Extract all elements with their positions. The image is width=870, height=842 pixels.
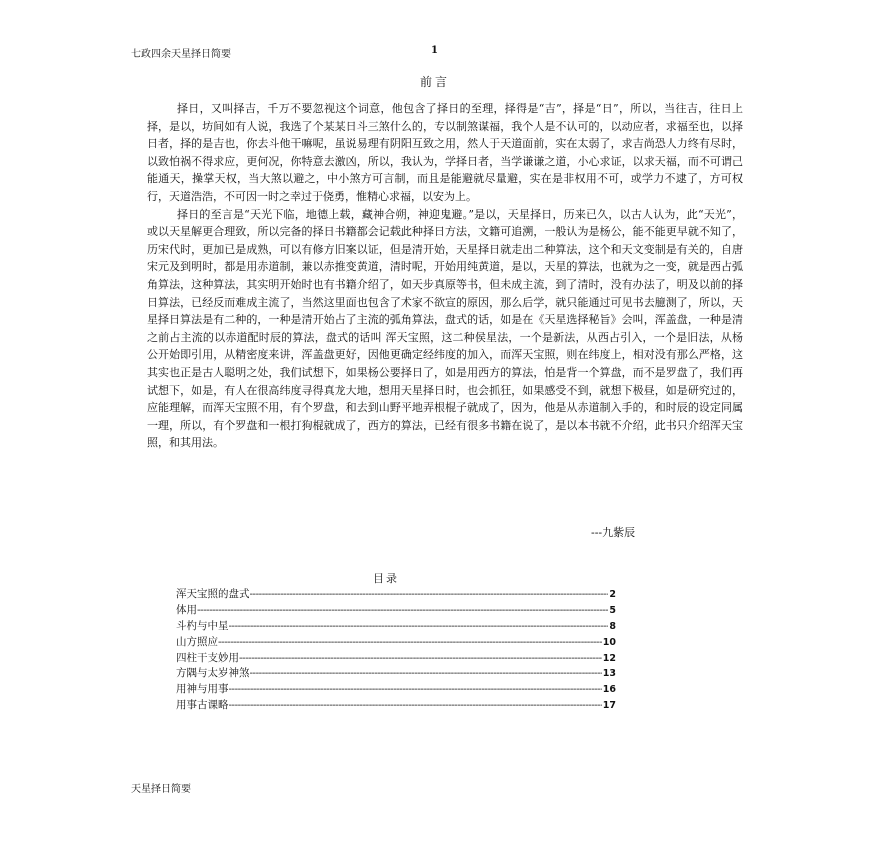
header-title: 七政四余天星择日简要 [131,49,231,60]
toc-leader [229,699,602,711]
toc-entry[interactable] [176,681,616,697]
toc-entry[interactable] [176,665,616,681]
toc-entry-page: 17 [602,700,616,712]
toc-leader [197,604,608,616]
toc-entry[interactable] [176,586,616,602]
toc-entry[interactable] [176,634,616,650]
toc-entry-label: 浑天宝照的盘式 [176,588,250,600]
toc-entry-label: 用事古课略 [176,699,229,712]
toc-entry-label: 方隅与太岁神煞 [176,667,250,680]
toc-leader [239,652,602,664]
preface-paragraph: 择日，又叫择吉，千万不要忽视这个词意，他包含了择日的至理，择得是“吉”，择是“日”，所以，当往吉，往日上择，是以，坊间如有人说，我选了个某某日斗三煞什么的，专以制煞谋福，我个人是不认可的，以动应者，求福至也，以择日者，择的是吉也，你去斗他干嘛呢，虽说易理有阴阳互致之用，然人于天道面前，实在太弱了，求吉尚恐人力终有尽时，以致怕祸不得求应，更何况，你特意去激凶，所以，我认为，学择日者，当学谦谦之道，小心求证，以求天福，而不可谓己能通天，操掌天权，当大煞以避之，中小煞方可言制，而且是能避就尽量避，实在是非权用不可，或学力不逮了，方可权行，天道浩浩，不可因一时之幸过于侥勇，惟精心求福，以安为上。 [147,102,743,203]
toc-entry-label: 山方照应 [176,635,218,648]
author-signature: ---九紫辰 [591,526,636,539]
toc-entry[interactable] [176,650,616,666]
toc-entry-page: 10 [602,636,616,648]
toc-entry-label: 体用 [176,603,197,616]
toc-entry-page: 5 [609,604,616,616]
toc-title: 目录 [373,572,399,585]
toc-leader [218,636,602,648]
toc-leader [250,667,602,679]
toc-leader [229,620,609,632]
toc-entry-page: 13 [602,668,616,680]
toc-entry[interactable] [176,697,616,713]
toc-entry-page: 8 [609,620,616,632]
preface-paragraph: 择日的至言是“天光下临，地德上载，藏神合朔，神迎鬼避。”是以，天星择日，历来已久，以古人认为，此“天光”，或以天星解更合理致，所以完备的择日书籍都会记载此种择日方法，文籍可追溯，一般认为是杨公，能不能更早就不知了，历宋代时，更加已是成熟，可以有修方旧案以证，但是清开始，天星择日就走出二种算法，这个和天文变制是有关的，自唐宋元及到明时，都是用赤道制，兼以赤推变黄道，清时呢，开始用纯黄道，是以，天星的算法，也就为之一变，就是西占弧角算法，这种算法，其实明开始时也有书籍介绍了，如天步真原等书，但未成主流，到了清时，没有办法了，明及以前的择日算法，已经反而难成主流了，当然这里面也包含了术家不欲宣的原因，那么后学，就只能通过可见书去臆测了，所以，天星择日算法是有二种的，一种是清开始占了主流的弧角算法，盘式的话，如是在《天星选择秘旨》会叫，浑盖盘，一种是清之前占主流的以赤道配时辰的算法，盘式的话叫 浑天宝照，这二种侯星法，一个是新法，从西占引入，一个是旧法，从杨公开始即引用，从精密度来讲，浑盖盘更好，因他更确定经纬度的加入，而浑天宝照，则在纬度上，相对没有那么严格，这其实也正是古人聪明之处，我们试想下，如果杨公要择日了，如是用西方的算法，怕是背一个算盘，而不是罗盘了，我们再试想下，如是，有人在很高纬度寻得真龙大地，想用天星择日时，也会抓狂，如果感受不到，就想下极昼，如是研究过的，应能理解，而浑天宝照不用，有个罗盘，和去到山野平地弄根棍子就成了，因为，他是从赤道制入手的，和时辰的设定同属一理，所以，有个罗盘和一根打狗棍就成了，西方的算法，已经有很多书籍在说了，是以本书就不介绍，此书只介绍浑天宝照，和其用法。 [147,207,743,450]
toc-entry-label: 斗杓与中星 [176,619,229,632]
table-of-contents [176,586,616,713]
toc-leader [250,588,609,600]
footer-title: 天星择日简要 [131,784,191,795]
toc-entry-page: 12 [602,652,616,664]
toc-entry-label: 四柱干支妙用 [176,651,239,664]
preface-body [147,100,743,452]
page-number: 1 [431,45,438,56]
toc-entry[interactable] [176,602,616,618]
toc-entry[interactable] [176,618,616,634]
toc-leader [229,683,602,695]
toc-entry-page: 16 [602,684,616,696]
toc-entry-page: 2 [609,589,616,600]
toc-entry-label: 用神与用事 [176,683,229,696]
preface-title: 前言 [419,75,450,89]
